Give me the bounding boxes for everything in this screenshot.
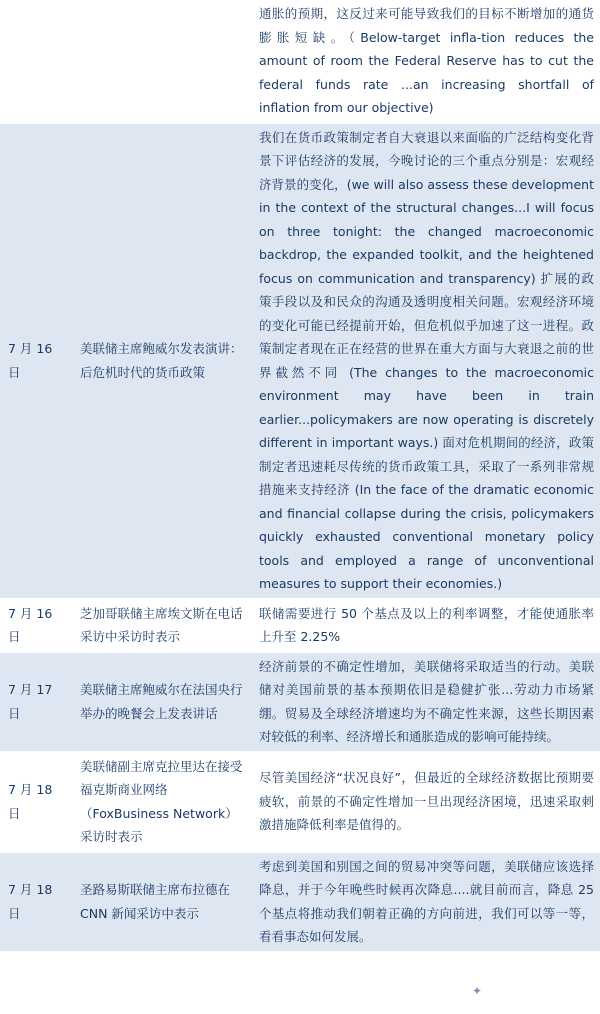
date-cell: 7 月 18 日 xyxy=(0,752,72,852)
content-cell: 尽管美国经济“状况良好”，但最近的全球经济数据比预期要疲软，前景的不确定性增加一旦出现经济困境，迅速采取刺激措施降低利率是值得的。 xyxy=(251,752,600,852)
event-cell xyxy=(72,0,251,123)
content-cell: 联储需要进行 50 个基点及以上的利率调整，才能使通胀率上升至 2.25% xyxy=(251,599,600,652)
event-cell: 圣路易斯联储主席布拉德在 CNN 新闻采访中表示 xyxy=(72,852,251,952)
event-cell: 芝加哥联储主席埃文斯在电话采访中采访时表示 xyxy=(72,599,251,652)
event-cell: 美联储副主席克拉里达在接受福克斯商业网络（FoxBusiness Network）采访时表示 xyxy=(72,752,251,852)
table-row xyxy=(0,852,600,952)
date-cell xyxy=(0,0,72,123)
table-row xyxy=(0,123,600,599)
date-cell: 7 月 16 日 xyxy=(0,123,72,599)
content-cell: 考虑到美国和别国之间的贸易冲突等问题，美联储应该选择降息，并于今年晚些时候再次降息....就目前而言，降息 25 个基点将推动我们朝着正确的方向前进，我们可以等一等，看看事态如何发展。 xyxy=(251,852,600,952)
table-row xyxy=(0,752,600,852)
wechat-icon: ✦ xyxy=(468,982,486,1000)
date-cell: 7 月 16 日 xyxy=(0,599,72,652)
content-cell: 经济前景的不确定性增加，美联储将采取适当的行动。美联储对美国前景的基本预期依旧是稳健扩张...劳动力市场紧绷。贸易及全球经济增速均为不确定性来源，这些长期因素对较低的利率、经济增长和通胀造成的影响可能持续。 xyxy=(251,652,600,752)
date-cell: 7 月 17 日 xyxy=(0,652,72,752)
watermark xyxy=(468,981,568,1000)
watermark-text: 申万宏源宏观 xyxy=(490,985,569,1000)
content-cell: 通胀的预期，这反过来可能导致我们的目标不断增加的通货膨胀短缺。（Below-target infla-tion reduces the amount of room the Federal Reserve has to cut the federal funds rate ...an increasing shortfall of inflation from our objective) xyxy=(251,0,600,123)
table-row xyxy=(0,652,600,752)
content-cell: 我们在货币政策制定者自大衰退以来面临的广泛结构变化背景下评估经济的发展，今晚讨论的三个重点分别是：宏观经济背景的变化，(we will also assess these development in the context of the structural changes...I will focus on three tonight: the changed macroeconomic backdrop, the expanded toolkit, and the heightened focus on communication and transparency) 扩展的政策手段以及和民众的沟通及透明度相关问题。宏观经济环境的变化可能已经提前开始，但危机似乎加速了这一进程。政策制定者现在正在经营的世界在重大方面与大衰退之前的世界截然不同 (The changes to the macroeconomic environment may have been in train earlier...policymakers are now operating is discretely different in important ways.) 面对危机期间的经济，政策制定者迅速耗尽传统的货币政策工具，采取了一系列非常规措施来支持经济 (In the face of the dramatic economic and financial collapse during the crisis, policymakers quickly exhausted conventional monetary policy tools and employed a range of unconventional measures to support their economies.) xyxy=(251,123,600,599)
table-row xyxy=(0,599,600,652)
event-cell: 美联储主席鲍威尔在法国央行举办的晚餐会上发表讲话 xyxy=(72,652,251,752)
date-cell: 7 月 18 日 xyxy=(0,852,72,952)
event-cell: 美联储主席鲍威尔发表演讲：后危机时代的货币政策 xyxy=(72,123,251,599)
table-row xyxy=(0,0,600,123)
